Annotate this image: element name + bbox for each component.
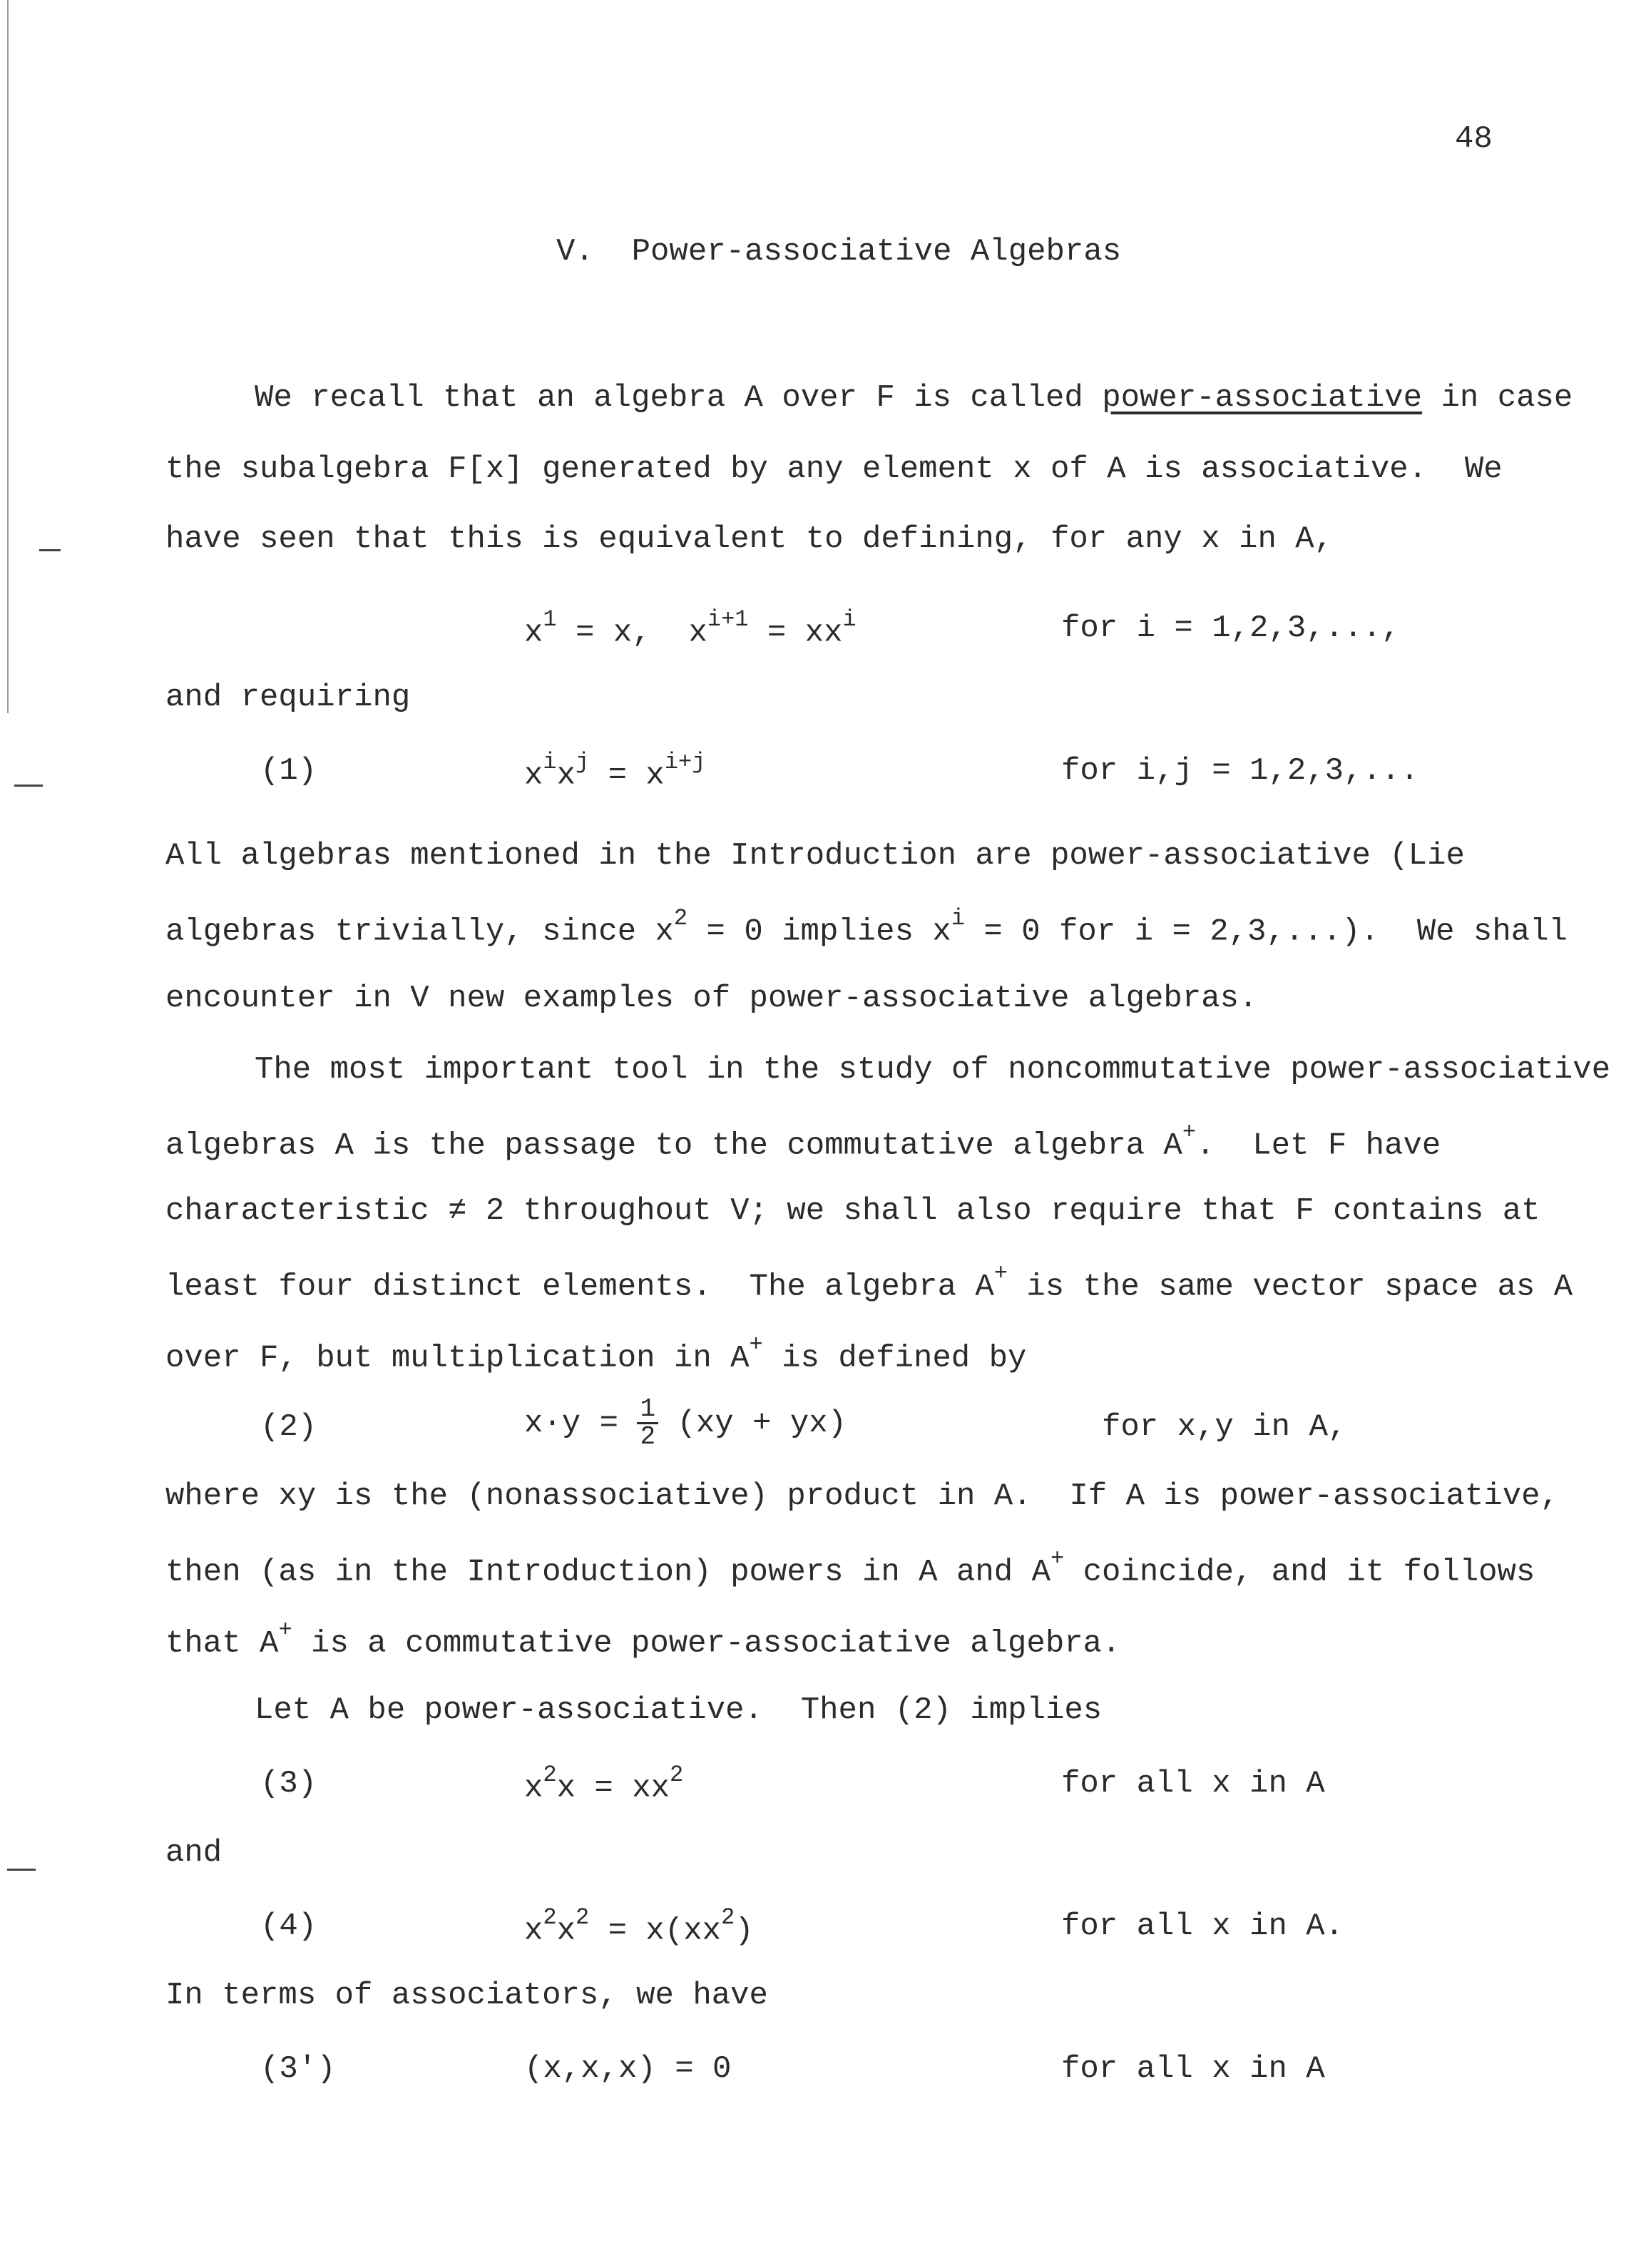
- scan-margin-mark: [14, 785, 43, 787]
- equation-number-2: (2): [260, 1409, 317, 1445]
- scan-margin-line: [7, 0, 9, 713]
- equation-1-condition: for i,j = 1,2,3,...: [1061, 753, 1419, 789]
- para3-line1: The most important tool in the study of noncommutative power-associative: [255, 1052, 1611, 1088]
- equation-number-3: (3): [260, 1766, 317, 1802]
- equation-3-condition: for all x in A: [1061, 1766, 1325, 1802]
- equation-4-condition: for all x in A.: [1061, 1909, 1344, 1944]
- equation-2: x·y = $\frac{1}{2}$ (xy + yx): [524, 1394, 847, 1451]
- section-title: V. Power-associative Algebras: [556, 234, 1122, 270]
- term-power-associative: power-associative: [1102, 380, 1423, 416]
- equation-3-prime-condition: for all x in A: [1061, 2051, 1325, 2087]
- equation-number-1: (1): [260, 753, 317, 789]
- equation-1: $x^ix^j = x^{i+j}$: [524, 749, 706, 794]
- equation-number-3-prime: (3'): [260, 2051, 336, 2087]
- para3-line3: characteristic ≠ 2 throughout V; we shall also require that F contains at: [165, 1193, 1540, 1229]
- para1-line3: have seen that this is equivalent to defining, for any x in A,: [165, 521, 1334, 557]
- definition-condition: for i = 1,2,3,...,: [1061, 611, 1401, 646]
- and-requiring: and requiring: [165, 680, 411, 715]
- para4-line2: then (as in the Introduction) powers in A and A+ coincide, and it follows: [165, 1546, 1535, 1590]
- equation-4: $x^2x^2 = x(xx^2)$: [524, 1904, 754, 1949]
- para3-line2: algebras A is the passage to the commutative algebra A+. Let F have: [165, 1119, 1441, 1164]
- para2-line1: All algebras mentioned in the Introduction are power-associative (Lie: [165, 838, 1465, 874]
- para3-line5: over F, but multiplication in A+ is defined by: [165, 1332, 1027, 1376]
- associators-line: In terms of associators, we have: [165, 1978, 768, 2013]
- equation-number-4: (4): [260, 1909, 317, 1944]
- para1-line1: We recall that an algebra A over F is called power-associative in case: [255, 380, 1573, 416]
- fraction-one-half: $\frac{1}{2}$: [637, 1396, 658, 1450]
- scan-margin-mark: [39, 549, 61, 551]
- equation-3: $x^2x = xx^2$: [524, 1762, 684, 1807]
- equation-2-condition: for x,y in A,: [1102, 1409, 1347, 1445]
- page-number: 48: [1455, 121, 1493, 157]
- para1-line2: the subalgebra F[x] generated by any element x of A is associative. We: [165, 451, 1503, 487]
- para2-line2: algebras trivially, since $x^2 = 0$ implies $x^i = 0$ for i = 2,3,...). We shall: [165, 905, 1568, 950]
- para4-line1: where xy is the (nonassociative) product in A. If A is power-associative,: [165, 1478, 1559, 1514]
- para3-line4: least four distinct elements. The algebra A+ is the same vector space as A: [165, 1260, 1573, 1305]
- para5-line1: Let A be power-associative. Then (2) implies: [255, 1692, 1103, 1728]
- equation-3-prime: (x,x,x) = 0: [524, 2051, 732, 2087]
- and-word: and: [165, 1835, 223, 1871]
- scan-margin-mark: [7, 1869, 36, 1871]
- definition-equation: $x^1 = x$, $x^{i+1} = xx^i$: [524, 606, 857, 651]
- para2-line3: encounter in V new examples of power-associative algebras.: [165, 981, 1258, 1016]
- para4-line3: that A+ is a commutative power-associative algebra.: [165, 1617, 1121, 1662]
